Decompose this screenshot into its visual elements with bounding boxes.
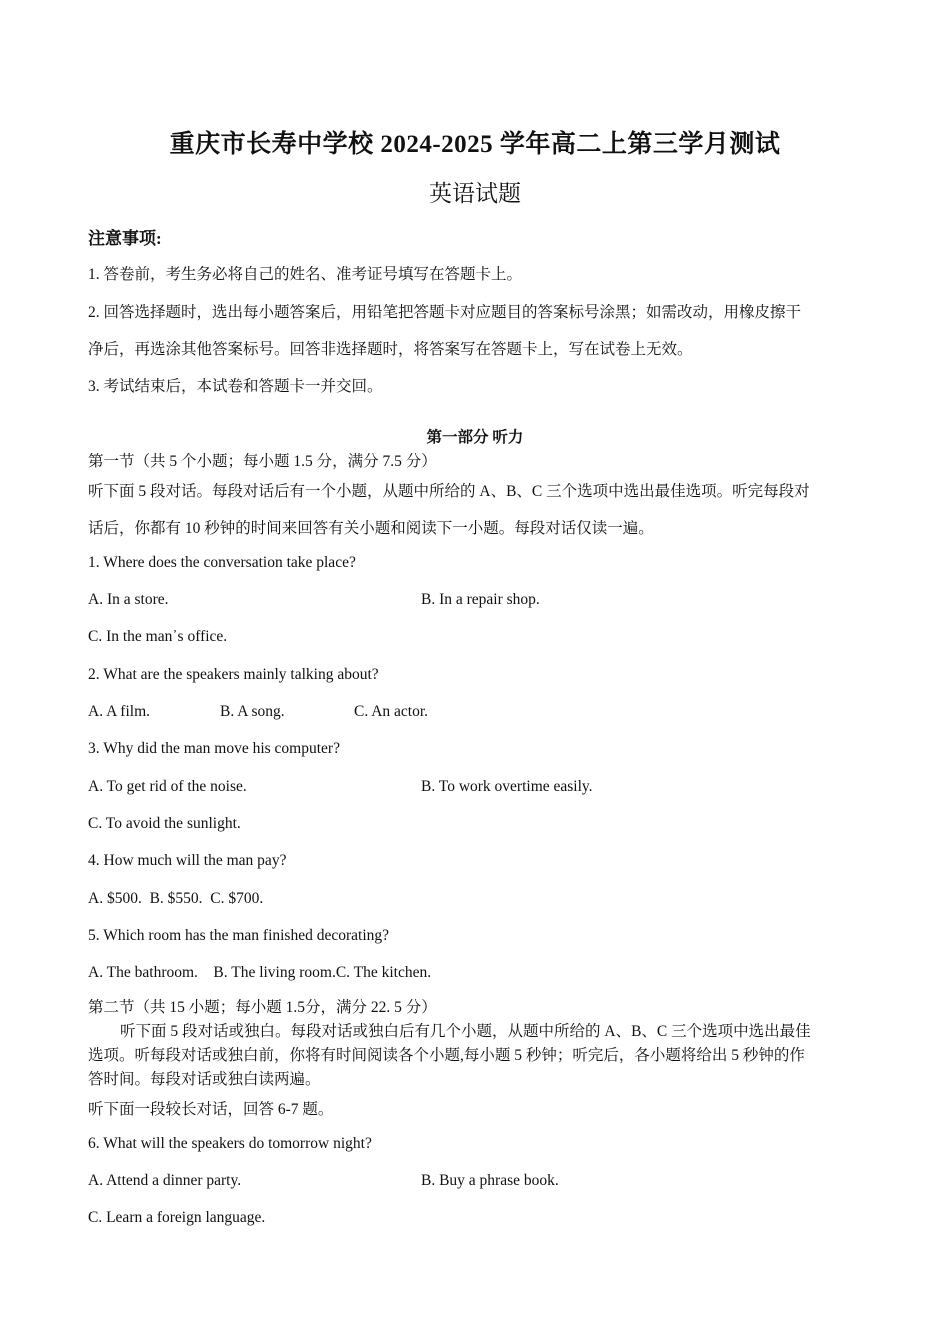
section2-instructions: 选项。听每段对话或独白前，你将有时间阅读各个小题,每小题 5 秒钟；听完后，各小题将给出 5 秒钟的作 (88, 1047, 805, 1064)
section1-title: 第一节（共 5 个小题；每小题 1.5 分，满分 7.5 分） (88, 453, 437, 470)
section1-instructions: 听下面 5 段对话。每段对话后有一个小题，从题中所给的 A、B、C 三个选项中选出最佳选项。听完每段对 (88, 483, 810, 500)
section2-prompt: 听下面一段较长对话，回答 6-7 题。 (88, 1101, 334, 1118)
notice-item: 2. 回答选择题时，选出每小题答案后，用铅笔把答题卡对应题目的答案标号涂黑；如需改动，用橡皮擦干 (88, 304, 802, 321)
q6-option-a: A. Attend a dinner party. (88, 1172, 242, 1189)
question-3: 3. Why did the man move his computer? (88, 740, 340, 757)
q5-options: A. The bathroom. B. The living room.C. The kitchen. (88, 964, 432, 981)
exam-subtitle: 英语试题 (429, 181, 521, 206)
q6-option-b: B. Buy a phrase book. (421, 1172, 559, 1189)
q2-option-a: A. A film. (88, 703, 151, 720)
section1-instructions: 话后，你都有 10 秒钟的时间来回答有关小题和阅读下一小题。每段对话仅读一遍。 (88, 520, 654, 537)
q3-option-a: A. To get rid of the noise. (88, 778, 247, 795)
q1-option-c: C. In the man᾽s office. (88, 628, 228, 645)
q1-option-a: A. In a store. (88, 591, 169, 608)
section2-instructions: 听下面 5 段对话或独白。每段对话或独白后有几个小题，从题中所给的 A、B、C 三个选项中选出最佳 (120, 1023, 811, 1040)
q3-option-b: B. To work overtime easily. (421, 778, 593, 795)
question-5: 5. Which room has the man finished decorating? (88, 927, 390, 944)
q4-options: A. $500. B. $550. C. $700. (88, 890, 264, 907)
question-1: 1. Where does the conversation take place? (88, 554, 356, 571)
question-2: 2. What are the speakers mainly talking about? (88, 666, 379, 683)
notice-item: 净后，再选涂其他答案标号。回答非选择题时，将答案写在答题卡上，写在试卷上无效。 (88, 341, 693, 358)
question-4: 4. How much will the man pay? (88, 852, 287, 869)
section2-instructions: 答时间。每段对话或独白读两遍。 (88, 1071, 321, 1088)
q2-option-b: B. A song. (220, 703, 285, 720)
q6-option-c: C. Learn a foreign language. (88, 1209, 266, 1226)
part1-heading: 第一部分 听力 (426, 429, 524, 446)
question-6: 6. What will the speakers do tomorrow night? (88, 1135, 372, 1152)
section2-title: 第二节（共 15 小题；每小题 1.5分，满分 22. 5 分） (88, 999, 437, 1016)
notice-heading: 注意事项: (88, 229, 162, 248)
notice-item: 1. 答卷前，考生务必将自己的姓名、准考证号填写在答题卡上。 (88, 266, 523, 283)
notice-item: 3. 考试结束后，本试卷和答题卡一并交回。 (88, 378, 383, 395)
q2-option-c: C. An actor. (354, 703, 429, 720)
q3-option-c: C. To avoid the sunlight. (88, 815, 241, 832)
q1-option-b: B. In a repair shop. (421, 591, 540, 608)
exam-title: 重庆市长寿中学校 2024-2025 学年高二上第三学月测试 (169, 131, 781, 158)
